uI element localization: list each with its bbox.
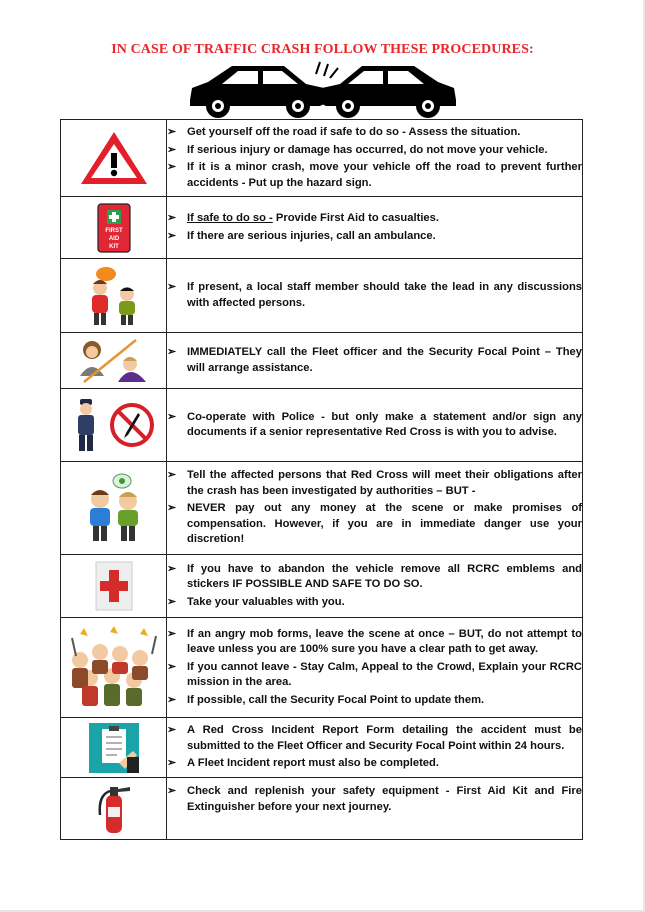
- svg-text:FIRST: FIRST: [104, 227, 123, 234]
- warning-triangle-icon: [79, 129, 149, 187]
- procedures-table: [60, 119, 583, 840]
- arguing-people-icon: [84, 471, 144, 545]
- talking-people-icon: [84, 264, 144, 328]
- list-item: ➢ If there are serious injuries, call an ambulance.: [167, 229, 436, 242]
- table-row: [61, 120, 583, 197]
- list-item: ➢ Take your valuables with you.: [167, 595, 345, 608]
- table-row: [61, 778, 583, 840]
- first-aid-kit-icon: [96, 202, 132, 254]
- incident-report-form-icon: [89, 723, 139, 773]
- table-row: [61, 618, 583, 718]
- list-item: ➢ If an angry mob forms, leave the scene at once – BUT, do not attempt to leave unless you are 100% sure you have a clear path to get away.: [167, 627, 582, 656]
- list-item: ➢ Co-operate with Police - but only make a statement and/or sign any documents if a senior representative Red Cross is with you to advise.: [167, 410, 582, 438]
- table-row: [61, 555, 583, 618]
- list-item: ➢ A Fleet Incident report must also be completed.: [167, 757, 439, 770]
- table-row: [61, 389, 583, 462]
- svg-text:AID: AID: [108, 235, 119, 242]
- list-item: ➢ If serious injury or damage has occurred, do not move your vehicle.: [167, 143, 548, 156]
- list-item: ➢ If safe to do so - Provide First Aid to casualties.: [167, 212, 439, 224]
- table-row: [61, 462, 583, 555]
- list-item: ➢ NEVER pay out any money at the scene or make promises of compensation. However, if you are in immediate danger use your discretion!: [167, 502, 582, 546]
- list-item: ➢ IMMEDIATELY call the Fleet officer and the Security Focal Point – They will arrange assistance.: [167, 346, 582, 374]
- fire-extinguisher-icon: [94, 781, 134, 837]
- red-cross-emblem-icon: [94, 560, 134, 612]
- list-item: ➢ If it is a minor crash, move your vehicle off the road to prevent further accidents - Put up the hazard sign.: [167, 161, 582, 189]
- svg-text:KIT: KIT: [108, 243, 119, 250]
- list-item: ➢ A Red Cross Incident Report Form detailing the accident must be submitted to the Fleet Officer and Security Focal Point within 24 hours.: [167, 724, 582, 752]
- list-item: ➢ If you cannot leave - Stay Calm, Appeal to the Crowd, Explain your RCRC mission in the area.: [167, 660, 582, 689]
- list-item: ➢ If you have to abandon the vehicle remove all RCRC emblems and stickers IF POSSIBLE AND SAFE TO DO SO.: [167, 562, 582, 591]
- phone-call-icon: [74, 336, 154, 386]
- list-item: ➢ If possible, call the Security Focal Point to update them.: [167, 693, 485, 706]
- list-item: ➢ Tell the affected persons that Red Cross will meet their obligations after the crash has been investigated by authorities – BUT -: [167, 469, 582, 497]
- list-item: ➢ Check and replenish your safety equipment - First Aid Kit and Fire Extinguisher before your next journey.: [167, 785, 582, 813]
- car-crash-icon: [188, 60, 458, 120]
- page-title: IN CASE OF TRAFFIC CRASH FOLLOW THESE PROCEDURES:: [111, 42, 534, 57]
- table-row: [61, 259, 583, 333]
- police-no-signing-icon: [66, 395, 162, 455]
- list-item: ➢ If present, a local staff member should take the lead in any discussions with affected persons.: [167, 281, 582, 309]
- angry-mob-icon: [66, 626, 162, 710]
- table-row: [61, 197, 583, 259]
- table-row: [61, 718, 583, 778]
- list-item: ➢ Get yourself off the road if safe to do so - Assess the situation.: [167, 126, 521, 138]
- table-row: [61, 333, 583, 389]
